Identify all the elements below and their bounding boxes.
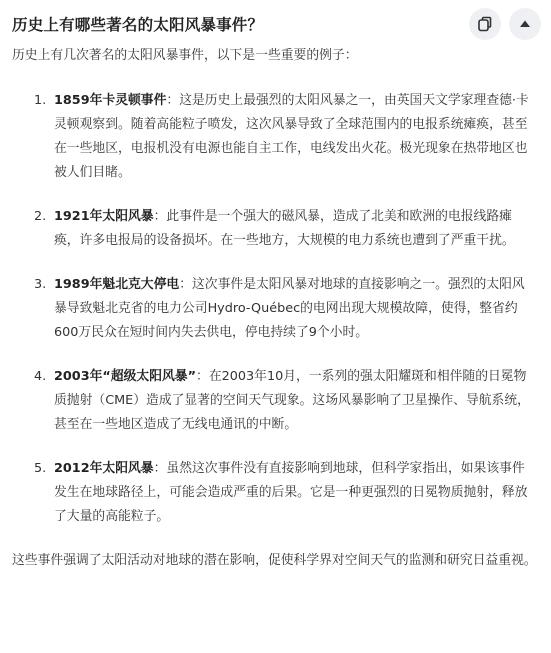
answer-intro: 历史上有几次著名的太阳风暴事件，以下是一些重要的例子： xyxy=(12,48,358,63)
chevron-up-icon xyxy=(518,17,532,31)
list-item xyxy=(12,273,537,345)
list-item-number: 4. xyxy=(34,369,47,384)
collapse-button[interactable] xyxy=(509,8,541,40)
list-item-text: ：这是历史上最强烈的太阳风暴之一，由英国天文学家理查德·卡灵顿观察到。随着高能粒子喷发，这次风暴导致了全球范围内的电报系统瘫痪，甚至在一些地区，电报机没有电源也能自主工作，电线发出火花。极光现象在热带地区也被人们目睹。 xyxy=(54,93,529,180)
list-item xyxy=(12,205,537,253)
list-item-text: ：此事件是一个强大的磁风暴，造成了北美和欧洲的电报线路瘫痪，许多电报局的设备损坏。在一些地方，大规模的电力系统也遭到了严重干扰。 xyxy=(54,209,515,248)
list-item-title: 1859年卡灵顿事件 xyxy=(54,93,167,108)
question-title: 历史上有哪些著名的太阳风暴事件？ xyxy=(12,16,264,34)
message-actions xyxy=(469,8,541,40)
list-item-title: 2012年太阳风暴 xyxy=(54,461,154,476)
list-item-number: 5. xyxy=(34,461,47,476)
list-item-number: 2. xyxy=(34,209,47,224)
event-list xyxy=(12,89,537,529)
answer-conclusion: 这些事件强调了太阳活动对地球的潜在影响，促使科学界对空间天气的监测和研究日益重视。 xyxy=(12,553,537,568)
list-item-title: 2003年“超级太阳风暴” xyxy=(54,369,197,384)
list-item-number: 1. xyxy=(34,93,47,108)
list-item xyxy=(12,457,537,529)
answer-body xyxy=(12,44,537,573)
list-item-text: ：这次事件是太阳风暴对地球的直接影响之一。强烈的太阳风暴导致魁北克省的电力公司Hydro-Québec的电网出现大规模故障，使得，整省约600万民众在短时间内失去供电，停电持续了9个小时。 xyxy=(54,277,525,340)
list-item-number: 3. xyxy=(34,277,47,292)
list-item-text: ：在2003年10月，一系列的强太阳耀斑和相伴随的日冕物质抛射（CME）造成了显著的空间天气现象。这场风暴影响了卫星操作、导航系统，甚至在一些地区造成了无线电通讯的中断。 xyxy=(54,369,530,432)
list-item xyxy=(12,89,537,185)
copy-button[interactable] xyxy=(469,8,501,40)
list-item-title: 1921年太阳风暴 xyxy=(54,209,154,224)
list-item-text: ：虽然这次事件没有直接影响到地球，但科学家指出，如果该事件发生在地球路径上，可能会造成严重的后果。它是一种更强烈的日冕物质抛射，释放了大量的高能粒子。 xyxy=(54,461,528,524)
list-item xyxy=(12,365,537,437)
list-item-title: 1989年魁北克大停电 xyxy=(54,277,180,292)
copy-icon xyxy=(476,15,494,33)
